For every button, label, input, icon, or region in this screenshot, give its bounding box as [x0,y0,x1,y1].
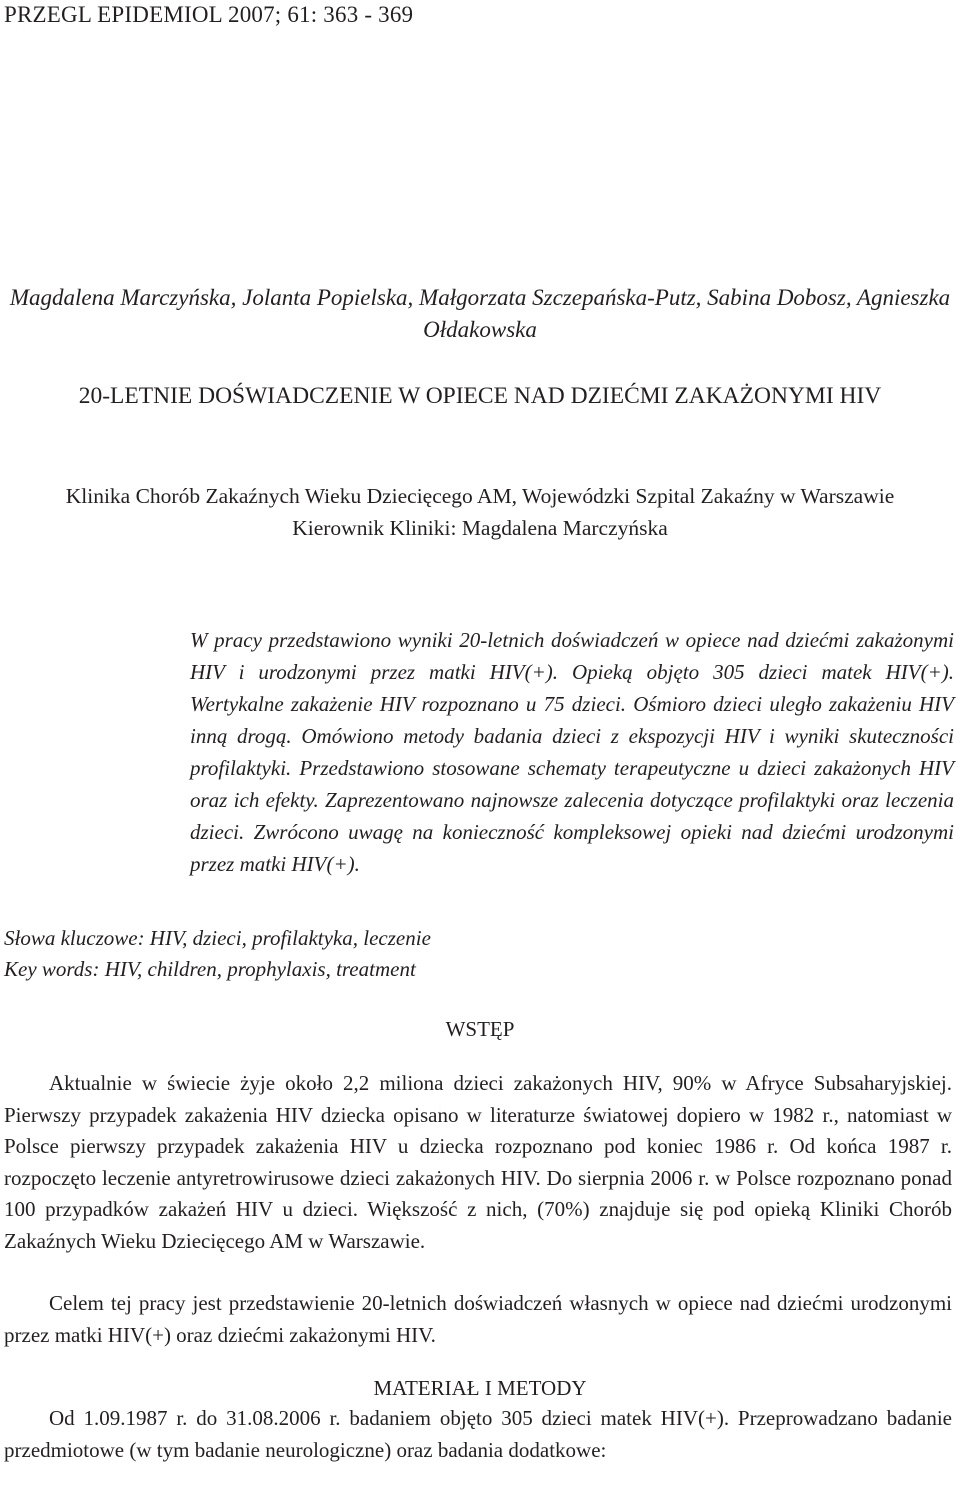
abstract: W pracy przedstawiono wyniki 20-letnich doświadczeń w opiece nad dziećmi zakażonymi HIV i urodzonymi przez matki HIV(+). Opieką objęto 305 dzieci matek HIV(+). Wertykalne zakażenie HIV rozpoznano u 75 dzieci. Ośmioro dzieci uległo zakażeniu HIV inną drogą. Omówiono metody badania dzieci z ekspozycji HIV i wyniki skuteczności profilaktyki. Przedstawiono stosowane schematy terapeutyczne u dzieci zakażonych HIV oraz ich efekty. Zaprezentowano najnowsze zalecenia dotyczące profilaktyki oraz leczenia dzieci. Zwrócono uwagę na konieczność kompleksowej opieki nad dziećmi urodzonymi przez matki HIV(+). [190,628,954,876]
affiliation-clinic: Klinika Chorób Zakaźnych Wieku Dziecięcego AM, Wojewódzki Szpital Zakaźny w Warszawie [65,484,895,508]
keywords-block [4,923,904,985]
intro-paragraph-1: Aktualnie w świecie żyje około 2,2 miliona dzieci zakażonych HIV, 90% w Afryce Subsaharyjskiej. Pierwszy przypadek zakażenia HIV dziecka opisano w literaturze światowej dopiero w 1982 r., natomiast w Polsce pierwszy przypadek zakażenia HIV u dziecka rozpoznano pod koniec 1986 r. Od końca 1987 r. rozpoczęto leczenie antyretrowirusowe dzieci zakażonych HIV. Do sierpnia 2006 r. w Polsce rozpoznano ponad 100 przypadków zakażeń HIV u dzieci. Większość z nich, (70%) znajduje się pod opieką Kliniki Chorób Zakaźnych Wieku Dziecięcego AM w Warszawie. [4,1071,952,1253]
article-title: 20-LETNIE DOŚWIADCZENIE W OPIECE NAD DZIEĆMI ZAKAŻONYMI HIV [78,383,882,409]
keywords-polish: Słowa kluczowe: HIV, dzieci, profilaktyka, leczenie [4,926,431,950]
author-list: Magdalena Marczyńska, Jolanta Popielska, Małgorzata Szczepańska-Putz, Sabina Dobosz, Agnieszka Ołdakowska [9,285,951,342]
section-heading-methods: MATERIAŁ I METODY [373,1376,587,1400]
methods-paragraph-1: Od 1.09.1987 r. do 31.08.2006 r. badaniem objęto 305 dzieci matek HIV(+). Przeprowadzano badanie przedmiotowe (w tym badanie neurologiczne) oraz badania dodatkowe: [4,1406,952,1462]
journal-header: PRZEGL EPIDEMIOL 2007; 61: 363 - 369 [4,2,414,27]
intro-paragraph-2: Celem tej pracy jest przedstawienie 20-letnich doświadczeń własnych w opiece nad dziećmi urodzonymi przez matki HIV(+) oraz dziećmi zakażonymi HIV. [4,1291,952,1347]
affiliation-head: Kierownik Kliniki: Magdalena Marczyńska [292,516,668,540]
section-heading-intro: WSTĘP [445,1017,515,1041]
keywords-english: Key words: HIV, children, prophylaxis, treatment [4,957,416,981]
affiliation-block [0,480,960,544]
